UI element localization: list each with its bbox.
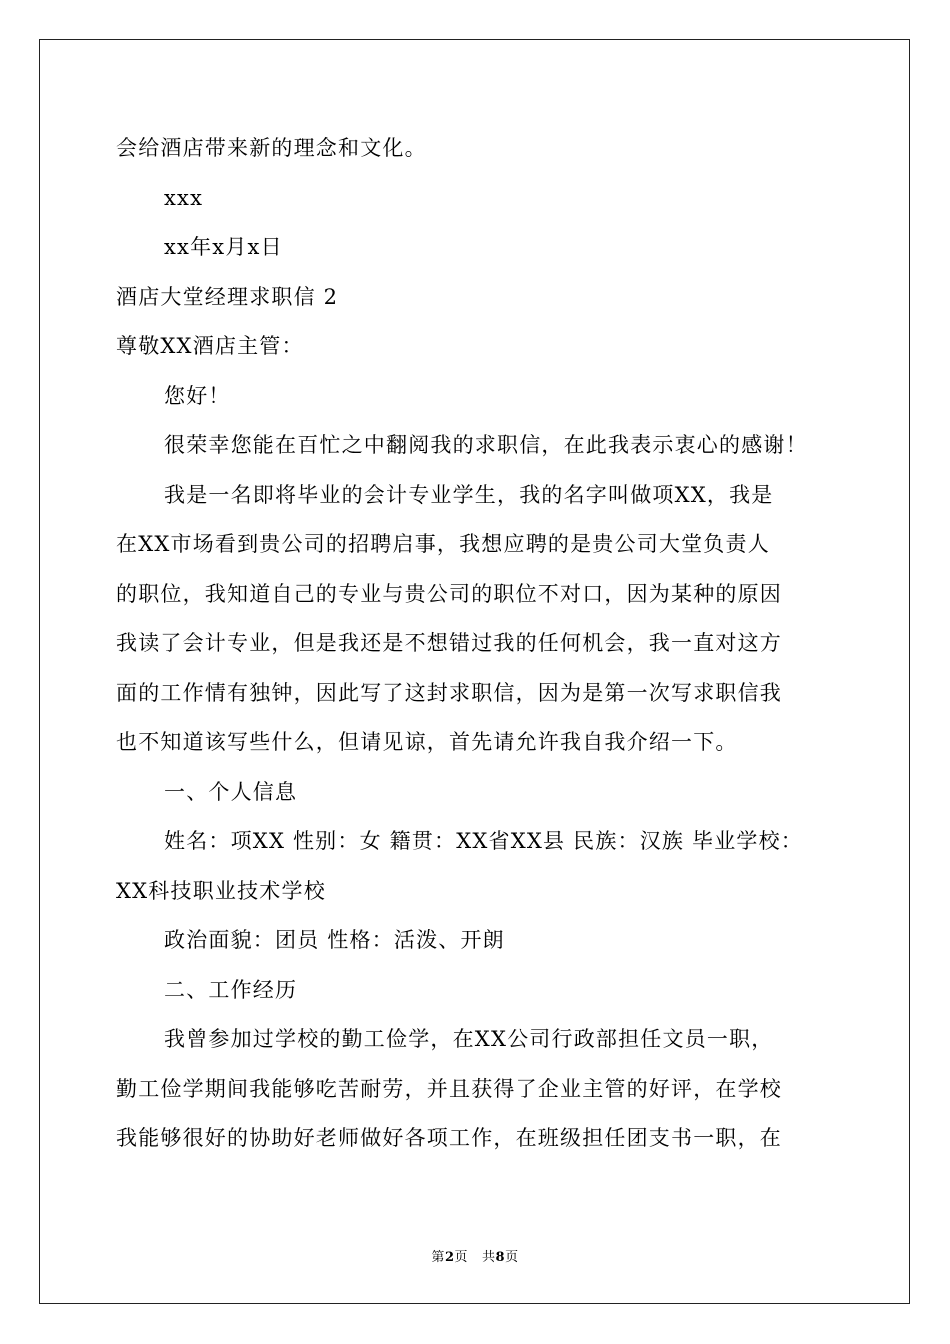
page-number: 2 <box>444 1250 455 1265</box>
page-suffix: 页 <box>454 1250 468 1265</box>
signature-name: xxx <box>164 185 204 210</box>
text-line: 很荣幸您能在百忙之中翻阅我的求职信，在此我表示衷心的感谢！ <box>164 433 808 457</box>
text-line: 勤工俭学期间我能够吃苦耐劳，并且获得了企业主管的好评，在学校 <box>116 1076 782 1101</box>
text-line: 面的工作情有独钟，因此写了这封求职信，因为是第一次写求职信我 <box>116 680 782 705</box>
salutation: 尊敬XX酒店主管： <box>116 334 304 358</box>
page-footer <box>0 1246 950 1265</box>
total-suffix: 页 <box>505 1250 519 1265</box>
text-line: 在XX市场看到贵公司的招聘启事，我想应聘的是贵公司大堂负责人 <box>116 532 770 556</box>
text-line: 姓名：项XX 性别：女 籍贯：XX省XX县 民族：汉族 毕业学校： <box>164 829 804 853</box>
text-line: 我读了会计专业，但是我还是不想错过我的任何机会，我一直对这方 <box>116 631 782 655</box>
text-line: 我能够很好的协助好老师做好各项工作，在班级担任团支书一职，在 <box>116 1126 782 1150</box>
text-line: XX科技职业技术学校 <box>116 878 326 903</box>
greeting: 您好！ <box>164 383 231 408</box>
heading-work-experience: 二、工作经历 <box>164 977 298 1002</box>
total-prefix: 共 <box>482 1250 496 1265</box>
document-body <box>116 124 836 1164</box>
text-line: 我是一名即将毕业的会计专业学生，我的名字叫做项XX，我是 <box>164 482 774 507</box>
page-prefix: 第 <box>431 1250 445 1265</box>
section-title: 酒店大堂经理求职信 2 <box>116 284 339 309</box>
signature-date: xx年x月x日 <box>164 235 283 259</box>
heading-personal-info: 一、个人信息 <box>164 779 298 804</box>
text-line: 的职位，我知道自己的专业与贵公司的职位不对口，因为某种的原因 <box>116 581 782 606</box>
text-line: 我曾参加过学校的勤工俭学，在XX公司行政部担任文员一职， <box>164 1027 774 1051</box>
total-pages: 8 <box>495 1250 506 1265</box>
text-line: 政治面貌：团员 性格：活泼、开朗 <box>164 928 505 952</box>
text-line: 也不知道该写些什么，但请见谅，首先请允许我自我介绍一下。 <box>116 730 738 754</box>
text-line: 会给酒店带来新的理念和文化。 <box>116 136 427 160</box>
